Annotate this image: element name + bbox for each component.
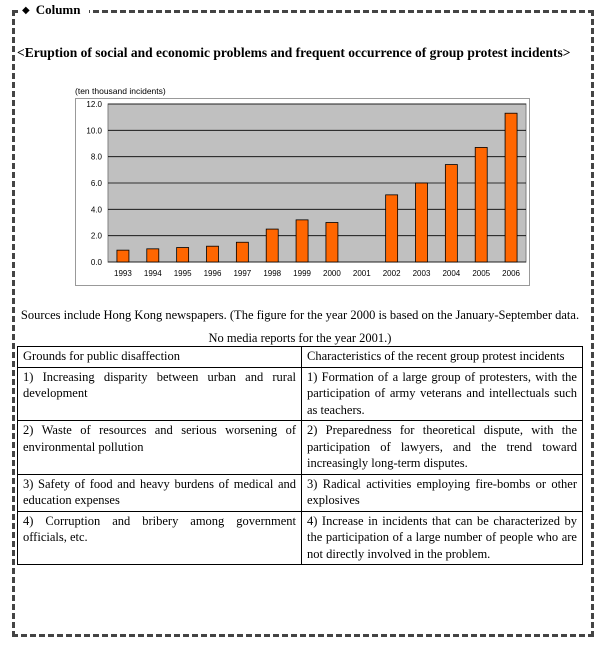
bar [117, 250, 129, 262]
bar [236, 242, 248, 262]
bar [266, 229, 278, 262]
x-tick-label: 1999 [293, 269, 311, 278]
column-label-text: Column [35, 2, 81, 17]
x-tick-label: 1997 [233, 269, 252, 278]
chart-svg [75, 98, 530, 286]
bar [416, 183, 428, 262]
table-cell: 2) Preparedness for theoretical dispute, with the participation of lawyers, and the trend toward increasingly long-term disputes. [302, 421, 583, 475]
x-tick-label: 2003 [412, 269, 431, 278]
x-tick-label: 2005 [472, 269, 491, 278]
table-cell: 1) Formation of a large group of protesters, with the participation of army veterans and intellectuals such as teachers. [302, 367, 583, 421]
x-tick-label: 1996 [203, 269, 222, 278]
table-cell: 4) Corruption and bribery among government officials, etc. [18, 511, 302, 565]
bar [147, 249, 159, 262]
protest-chart [75, 86, 530, 286]
bullet-icon: ◆ [22, 4, 30, 16]
chart-unit-label: (ten thousand incidents) [75, 86, 166, 96]
x-tick-label: 1998 [263, 269, 282, 278]
bar [505, 113, 517, 262]
bar [207, 246, 219, 262]
table-header-cell: Grounds for public disaffection [18, 347, 302, 368]
table-cell: 2) Waste of resources and serious worsening of environmental pollution [18, 421, 302, 475]
x-tick-label: 2000 [323, 269, 341, 278]
y-tick-label: 6.0 [90, 179, 102, 188]
table-header-cell: Characteristics of the recent group protest incidents [302, 347, 583, 368]
bar [296, 220, 308, 262]
column-heading: <Eruption of social and economic problems and frequent occurrence of group protest incidents> [17, 45, 571, 60]
table-row [18, 511, 583, 565]
x-tick-label: 2006 [502, 269, 520, 278]
bar [386, 195, 398, 262]
bar [445, 165, 457, 262]
table-cell: 4) Increase in incidents that can be characterized by the participation of a large number of people who are not directly involved in the problem. [302, 511, 583, 565]
table-row [18, 474, 583, 511]
chart-caption: Sources include Hong Kong newspapers. (The figure for the year 2000 is based on the January-September data. No media reports for the year 2001.) [20, 308, 580, 345]
y-tick-label: 0.0 [90, 258, 102, 267]
x-tick-label: 1993 [114, 269, 132, 278]
bar [177, 248, 189, 262]
x-tick-label: 1994 [143, 269, 162, 278]
table-cell: 1) Increasing disparity between urban and rural development [18, 367, 302, 421]
y-tick-label: 12.0 [86, 100, 102, 109]
bar [326, 223, 338, 263]
x-tick-label: 2002 [382, 269, 401, 278]
y-tick-label: 2.0 [90, 231, 102, 241]
bar [475, 147, 487, 262]
disaffection-table [17, 346, 583, 565]
table-row [18, 421, 583, 475]
table-header-row [18, 347, 583, 368]
x-tick-label: 1995 [173, 269, 192, 278]
table-cell: 3) Radical activities employing fire-bombs or other explosives [302, 474, 583, 511]
y-tick-label: 4.0 [90, 205, 102, 215]
table-cell: 3) Safety of food and heavy burdens of medical and education expenses [18, 474, 302, 511]
column-label [18, 2, 89, 18]
x-tick-label: 2001 [352, 269, 371, 278]
y-tick-label: 8.0 [90, 152, 102, 162]
x-tick-label: 2004 [442, 269, 461, 278]
table-row [18, 367, 583, 421]
y-tick-label: 10.0 [86, 126, 102, 136]
